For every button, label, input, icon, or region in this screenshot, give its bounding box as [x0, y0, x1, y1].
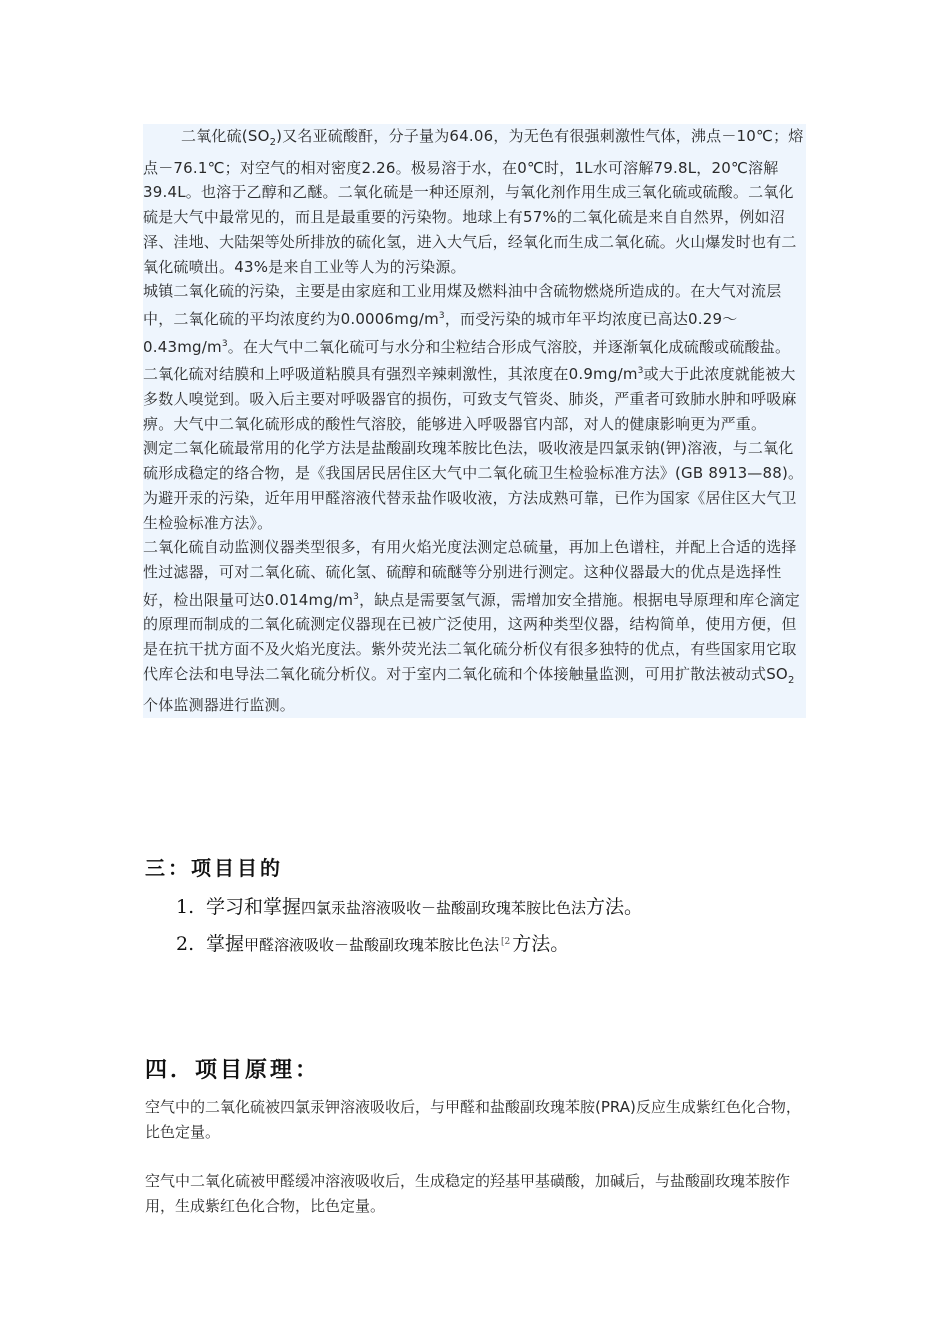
principle-paragraph-1: 空气中的二氧化硫被四氯汞钾溶液吸收后，与甲醛和盐酸副玫瑰苯胺(PRA)反应生成紫红色化合物，比色定量。	[145, 1098, 801, 1141]
intro-paragraph-4: 测定二氧化硫最常用的化学方法是盐酸副玫瑰苯胺比色法，吸收液是四氯汞钠(钾)溶液，与二氧化硫形成稳定的络合物，是《我国居民居住区大气中二氧化硫卫生检验标准方法》(GB 8913—88)。为避开汞的污染，近年用甲醛溶液代替汞盐作吸收液，方法成熟可靠，已作为国家《居住区大气卫生检验标准方法》。	[143, 439, 804, 532]
intro-section	[143, 124, 806, 718]
objectives-list	[176, 892, 816, 966]
objective-item-1: 1. 学习和掌握四氯汞盐溶液吸收－盐酸副玫瑰苯胺比色法方法。	[176, 896, 644, 918]
intro-paragraph-5: 二氧化硫自动监测仪器类型很多，有用火焰光度法测定总硫量，再加上色谱柱，并配上合适的选择性过滤器，可对二氧化硫、硫化氢、硫醇和硫醚等分别进行测定。这种仪器最大的优点是选择性好，检出限量可达$0.014mg/m^3$，缺点是需要氢气源，需增加安全措施。根据电导原理和库仑滴定的原理而制成的二氧化硫测定仪器现在已被广泛使用，这两种类型仪器，结构简单，使用方便，但是在抗干扰方面不及火焰光度法。紫外荧光法二氧化硫分析仪有很多独特的优点，有些国家用它取代库仑法和电导法二氧化硫分析仪。对于室内二氧化硫和个体接触量监测，可用扩散法被动式$SO_2$个体监测器进行监测。	[143, 538, 800, 715]
intro-paragraph-3: 二氧化硫对结膜和上呼吸道粘膜具有强烈辛辣刺激性，其浓度在$0.9mg/m^3$或大于此浓度就能被大多数人嗅觉到。吸入后主要对呼吸器官的损伤，可致支气管炎、肺炎，严重者可致肺水肿和呼吸麻痹。大气中二氧化硫形成的酸性气溶胶，能够进入呼吸器官内部，对人的健康影响更为严重。	[143, 365, 797, 433]
section-4-heading: 四．项目原理：	[145, 1057, 321, 1083]
list-number: 2.	[176, 933, 195, 955]
intro-paragraph-1: 二氧化硫$(SO_2)$又名亚硫酸酐，分子量为64.06，为无色有很强刺激性气体，沸点－10℃；熔点－76.1℃；对空气的相对密度2.26。极易溶于水，在0℃时，1L水可溶解79.8L，20℃溶解39.4L。也溶于乙醇和乙醚。二氧化硫是一种还原剂，与氧化剂作用生成三氧化硫或硫酸。二氧化硫是大气中最常见的，而且是最重要的污染物。地球上有57%的二氧化硫是来自自然界，例如沼泽、洼地、大陆架等处所排放的硫化氢，进入大气后，经氧化而生成二氧化硫。火山爆发时也有二氧化硫喷出。43%是来自工业等人为的污染源。	[143, 127, 804, 276]
citation-marker: [2	[501, 937, 511, 947]
list-number: 1.	[176, 896, 195, 918]
objective-item-2: 2. 掌握甲醛溶液吸收－盐酸副玫瑰苯胺比色法 $^{[2}$ 方法。	[176, 933, 570, 955]
principle-paragraph-2: 空气中二氧化硫被甲醛缓冲溶液吸收后，生成稳定的羟基甲基磺酸，加碱后，与盐酸副玫瑰苯胺作用，生成紫红色化合物，比色定量。	[145, 1172, 791, 1215]
intro-paragraph-2: 城镇二氧化硫的污染，主要是由家庭和工业用煤及燃料油中含硫物燃烧所造成的。在大气对流层中，二氧化硫的平均浓度约为$0.0006mg/m^3$，而受污染的城市年平均浓度已高达$0.29\sim 0.43mg/m^3$。在大气中二氧化硫可与水分和尘粒结合形成气溶胶，并逐渐氧化成硫酸或硫酸盐。	[143, 282, 791, 356]
section-3-heading: 三：项目目的	[145, 856, 283, 880]
